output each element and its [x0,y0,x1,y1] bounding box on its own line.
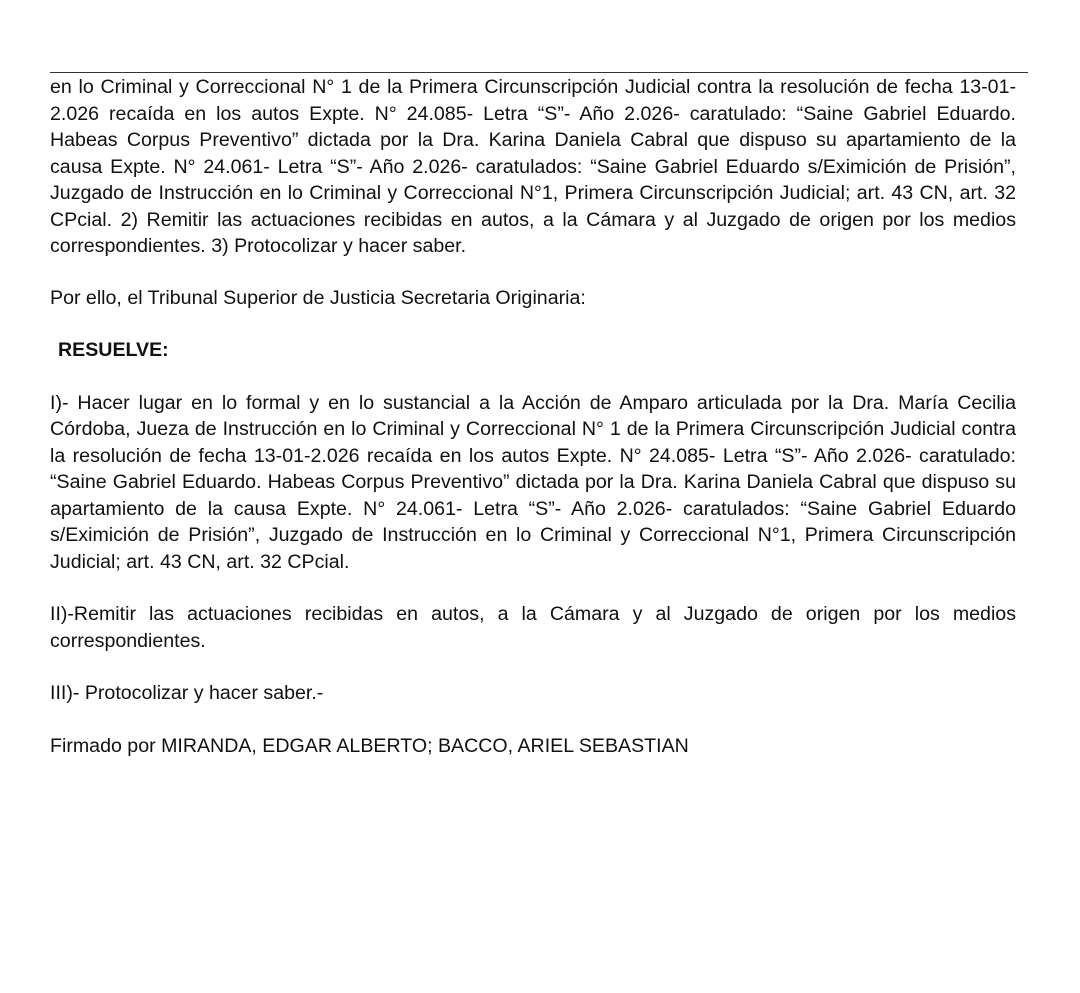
signature-line: Firmado por MIRANDA, EDGAR ALBERTO; BACCO, ARIEL SEBASTIAN [50,734,689,757]
resolution-point-3: III)- Protocolizar y hacer saber.- [50,682,324,704]
intro-paragraph: Por ello, el Tribunal Superior de Justicia Secretaria Originaria: [50,286,586,309]
resolution-point-1: I)- Hacer lugar en lo formal y en lo sustancial a la Acción de Amparo articulada por la Dra. María Cecilia Córdoba, Jueza de Instrucción en lo Criminal y Correccional N° 1 de la Primera Circunscripción Judicial contra la resolución de fecha 13-01-2.026 recaída en los autos Expte. N° 24.085- Letra “S”- Año 2.026- caratulado: “Saine Gabriel Eduardo. Habeas Corpus Preventivo” dictada por la Dra. Karina Daniela Cabral que dispuso su apartamiento de la causa Expte. N° 24.061- Letra “S”- Año 2.026- caratulados: “Saine Gabriel Eduardo s/Eximición de Prisión”, Juzgado de Instrucción en lo Criminal y Correccional N°1, Primera Circunscripción Judicial; art. 43 CN, art. 32 CPcial. [50,391,1016,573]
document-body [50,74,1016,759]
continued-paragraph: en lo Criminal y Correccional N° 1 de la Primera Circunscripción Judicial contra la resolución de fecha 13-01-2.026 recaída en los autos Expte. N° 24.085- Letra “S”- Año 2.026- caratulado: “Saine Gabriel Eduardo. Habeas Corpus Preventivo” dictada por la Dra. Karina Daniela Cabral que dispuso su apartamiento de la causa Expte. N° 24.061- Letra “S”- Año 2.026- caratulados: “Saine Gabriel Eduardo s/Eximición de Prisión”, Juzgado de Instrucción en lo Criminal y Correccional N°1, Primera Circunscripción Judicial; art. 43 CN, art. 32 CPcial. 2) Remitir las actuaciones recibidas en autos, a la Cámara y al Juzgado de origen por los medios correspondientes. 3) Protocolizar y hacer saber. [50,76,1016,257]
resolution-heading: RESUELVE: [58,339,169,361]
page-top-rule [50,72,1028,73]
resolution-point-2: II)-Remitir las actuaciones recibidas en autos, a la Cámara y al Juzgado de origen por los medios correspondientes. [50,603,1016,652]
